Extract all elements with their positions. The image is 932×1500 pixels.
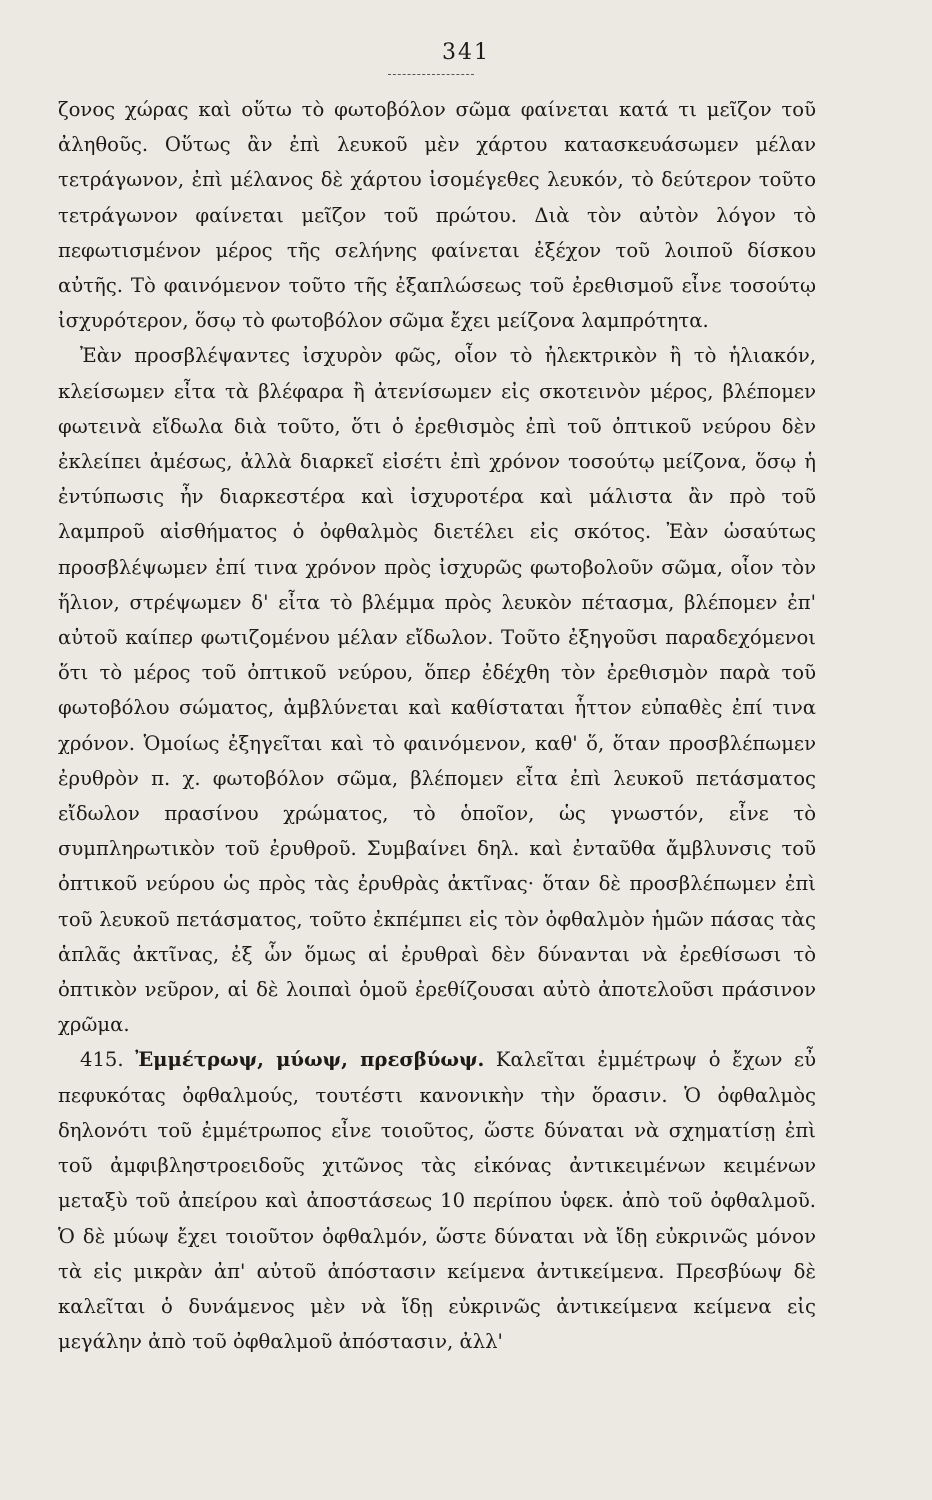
paragraph-continuation: ζονος χώρας καὶ οὕτω τὸ φωτοβόλον σῶμα φαίνεται κατά τι μεῖζον τοῦ ἀληθοῦς. Οὕτως ἂν ἐπὶ λευκοῦ μὲν χάρτου κατασκευάσωμεν μέλαν τετράγωνον, ἐπὶ μέλανος δὲ χάρτου ἰσομέγεθες λευκόν, τὸ δεύτερον τοῦτο τετράγωνον φαίνεται μεῖζον τοῦ πρώτου. Διὰ τὸν αὐτὸν λόγον τὸ πεφωτισμένον μέρος τῆς σελήνης φαίνεται ἐξέχον τοῦ λοιποῦ δίσκου αὐτῆς. Τὸ φαινόμενον τοῦτο τῆς ἐξαπλώσεως τοῦ ἐρεθισμοῦ εἶνε τοσούτῳ ἰσχυρότερον, ὅσῳ τὸ φωτοβόλον σῶμα ἔχει μείζονα λαμπρότητα. [58,98,816,333]
paragraph-afterimages: Ἐὰν προσβλέψαντες ἰσχυρὸν φῶς, οἷον τὸ ἠλεκτρικὸν ἢ τὸ ἡλιακόν, κλείσωμεν εἶτα τὰ βλέφαρα ἢ ἀτενίσωμεν εἰς σκοτεινὸν μέρος, βλέπομεν φωτεινὰ εἴδωλα διὰ τοῦτο, ὅτι ὁ ἐρεθισμὸς ἐπὶ τοῦ ὀπτικοῦ νεύρου δὲν ἐκλείπει ἀμέσως, ἀλλὰ διαρκεῖ εἰσέτι ἐπὶ χρόνον τοσούτῳ μείζονα, ὅσῳ ἡ ἐντύπωσις ἦν διαρκεστέρα καὶ ἰσχυροτέρα καὶ μάλιστα ἂν πρὸ τοῦ λαμπροῦ αἰσθήματος ὁ ὀφθαλμὸς διετέλει εἰς σκότος. Ἐὰν ὡσαύτως προσβλέψωμεν ἐπί τινα χρόνον πρὸς ἰσχυρῶς φωτοβολοῦν σῶμα, οἷον τὸν ἥλιον, στρέψωμεν δ' εἶτα τὸ βλέμμα πρὸς λευκὸν πέτασμα, βλέπομεν ἐπ' αὐτοῦ καίπερ φωτιζομένου μέλαν εἴδωλον. Τοῦτο ἐξηγοῦσι παραδεχόμενοι ὅτι τὸ μέρος τοῦ ὀπτικοῦ νεύρου, ὅπερ ἐδέχθη τὸν ἐρεθισμὸν παρὰ τοῦ φωτοβόλου σώματος, ἀμβλύνεται καὶ καθίσταται ἧττον εὐπαθὲς ἐπί τινα χρόνον. Ὁμοίως ἐξηγεῖται καὶ τὸ φαινόμενον, καθ' ὅ, ὅταν προσβλέπωμεν ἐρυθρὸν π. χ. φωτοβόλον σῶμα, βλέπομεν εἶτα ἐπὶ λευκοῦ πετάσματος εἴδωλον πρασίνου χρώματος, τὸ ὁποῖον, ὡς γνωστόν, εἶνε τὸ συμπληρωτικὸν τοῦ ἐρυθροῦ. Συμβαίνει δηλ. καὶ ἐνταῦθα ἄμβλυνσις τοῦ ὀπτικοῦ νεύρου ὡς πρὸς τὰς ἐρυθρὰς ἀκτῖνας· ὅταν δὲ προσβλέπωμεν ἐπὶ τοῦ λευκοῦ πετάσματος, τοῦτο ἐκπέμπει εἰς τὸν ὀφθαλμὸν ἡμῶν πάσας τὰς ἁπλᾶς ἀκτῖνας, ἐξ ὧν ὅμως αἱ ἐρυθραὶ δὲν δύνανται νὰ ἐρεθίσωσι τὸ ὀπτικὸν νεῦρον, αἱ δὲ λοιπαὶ ὁμοῦ ἐρεθίζουσαι αὐτὸ ἀποτελοῦσι πράσινον χρῶμα. [58,344,816,1037]
section-415 [58,1042,816,1359]
body-text [58,92,816,1359]
page-number: 341 [442,40,490,65]
section-text: Καλεῖται ἐμμέτρωψ ὁ ἔχων εὖ πεφυκότας ὀφθαλμούς, τουτέστι κανονικὴν τὴν ὅρασιν. Ὁ ὀφθαλμὸς δηλονότι τοῦ ἐμμέτρωπος εἶνε τοιοῦτος, ὥστε δύναται νὰ σχηματίσῃ ἐπὶ τοῦ ἀμφιβληστροειδοῦς χιτῶνος τὰς εἰκόνας ἀντικειμένων κειμένων μεταξὺ τοῦ ἀπείρου καὶ ἀποστάσεως 10 περίπου ὑφεκ. ἀπὸ τοῦ ὀφθαλμοῦ. Ὁ δὲ μύωψ ἔχει τοιοῦτον ὀφθαλμόν, ὥστε δύναται νὰ ἴδῃ εὐκρινῶς μόνον τὰ εἰς μικρὰν ἀπ' αὐτοῦ ἀπόστασιν κείμενα ἀντικείμενα. Πρεσβύωψ δὲ καλεῖται ὁ δυνάμενος μὲν νὰ ἴδῃ εὐκρινῶς ἀντικείμενα κείμενα εἰς μεγάλην ἀπὸ τοῦ ὀφθαλμοῦ ἀπόστασιν, ἀλλ' [58,1048,816,1354]
header-rule [388,74,474,75]
section-title: Ἐμμέτρωψ, μύωψ, πρεσβύωψ. [135,1048,485,1072]
section-number: 415. [80,1048,124,1072]
